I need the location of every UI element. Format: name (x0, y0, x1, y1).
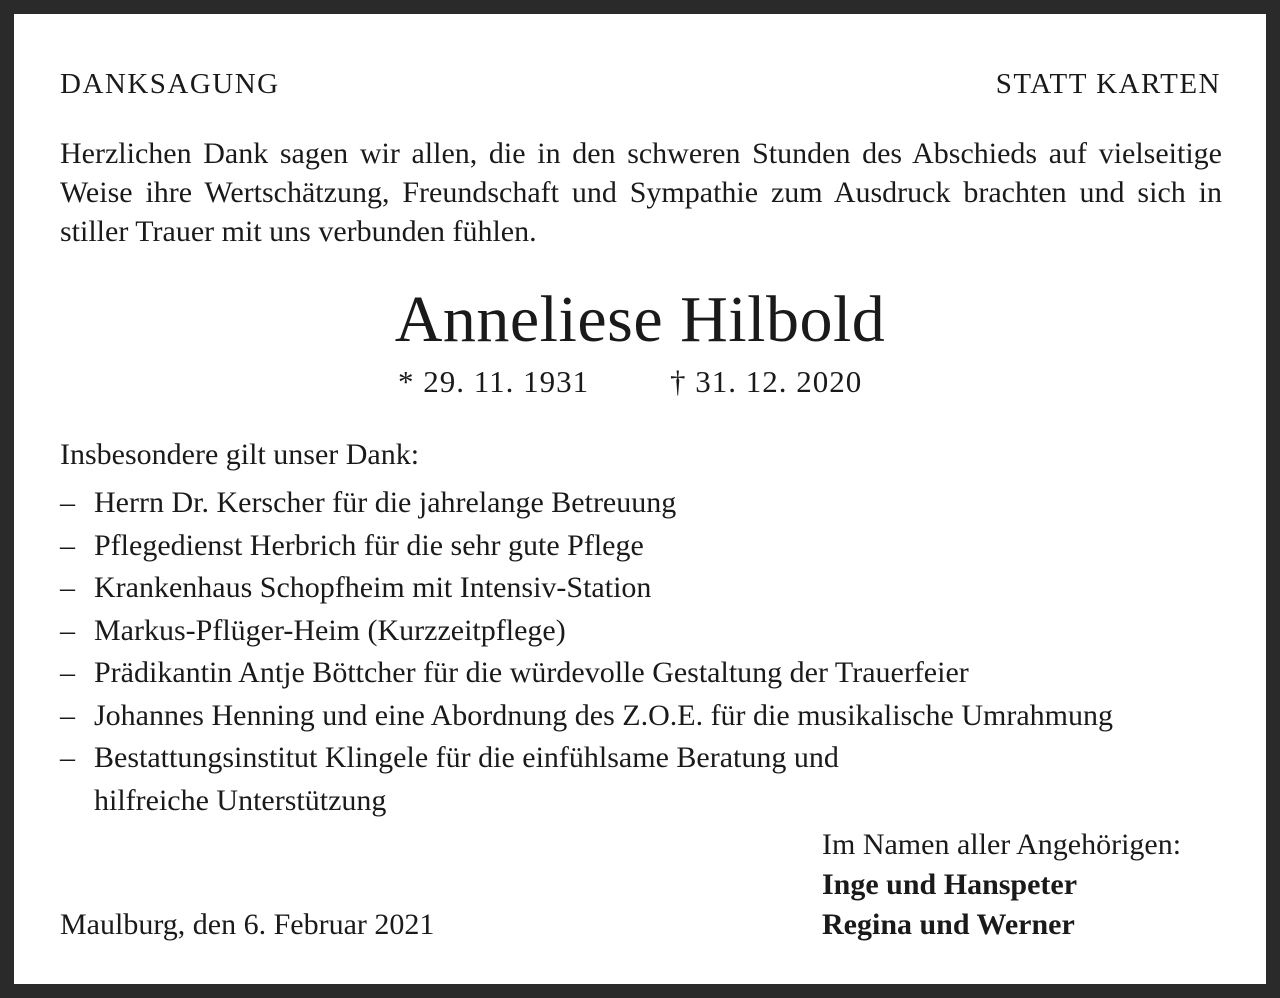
birth-date: * 29. 11. 1931 (398, 364, 590, 399)
list-item-continuation: hilfreiche Unterstützung (94, 783, 387, 817)
list-item (60, 652, 1240, 695)
list-item (60, 525, 1240, 568)
list-item-text: Pflegedienst Herbrich für die sehr gute Pflege (94, 528, 644, 562)
thanks-heading: Insbesondere gilt unser Dank: (60, 438, 420, 471)
intro-paragraph: Herzlichen Dank sagen wir allen, die in den schweren Stunden des Abschieds auf vielseitige Weise ihre Wertschätzung, Freundschaft und Sympathie zum Ausdruck brachten und sich in stiller Trauer mit uns verbunden fühlen. (60, 137, 1222, 248)
list-item-text: Herrn Dr. Kerscher für die jahrelange Betreuung (94, 486, 677, 519)
obituary-card (14, 14, 1266, 984)
header-danksagung: DANKSAGUNG (60, 68, 280, 100)
list-dash: – (60, 613, 75, 647)
list-dash: – (60, 571, 75, 604)
list-item (60, 737, 1240, 822)
list-item-text: Prädikantin Antje Böttcher für die würdevolle Gestaltung der Trauerfeier (94, 656, 969, 689)
place-date: Maulburg, den 6. Februar 2021 (60, 908, 435, 941)
signature-name-2: Regina und Werner (822, 908, 1075, 941)
list-dash: – (60, 486, 75, 519)
list-item (60, 482, 1240, 525)
list-dash: – (60, 698, 75, 732)
death-date: † 31. 12. 2020 (670, 364, 863, 399)
list-item (60, 567, 1240, 610)
list-item (60, 610, 1240, 653)
list-item-text: Markus-Pflüger-Heim (Kurzzeitpflege) (94, 613, 566, 647)
header-statt-karten: STATT KARTEN (995, 68, 1221, 100)
list-item-text: Bestattungsinstitut Klingele für die einfühlsame Beratung und (94, 741, 839, 774)
list-item-text: Johannes Henning und eine Abordnung des Z.O.E. für die musikalische Umrahmung (94, 698, 1113, 732)
list-item-text: Krankenhaus Schopfheim mit Intensiv-Station (94, 571, 652, 604)
list-item (60, 695, 1240, 738)
signature-name-1: Inge und Hanspeter (822, 868, 1078, 901)
signature-intro: Im Namen aller Angehörigen: (822, 828, 1182, 861)
deceased-name: Anneliese Hilbold (394, 283, 886, 356)
thanks-list (60, 482, 1240, 822)
list-dash: – (60, 741, 75, 774)
list-dash: – (60, 656, 75, 689)
list-dash: – (60, 528, 75, 562)
